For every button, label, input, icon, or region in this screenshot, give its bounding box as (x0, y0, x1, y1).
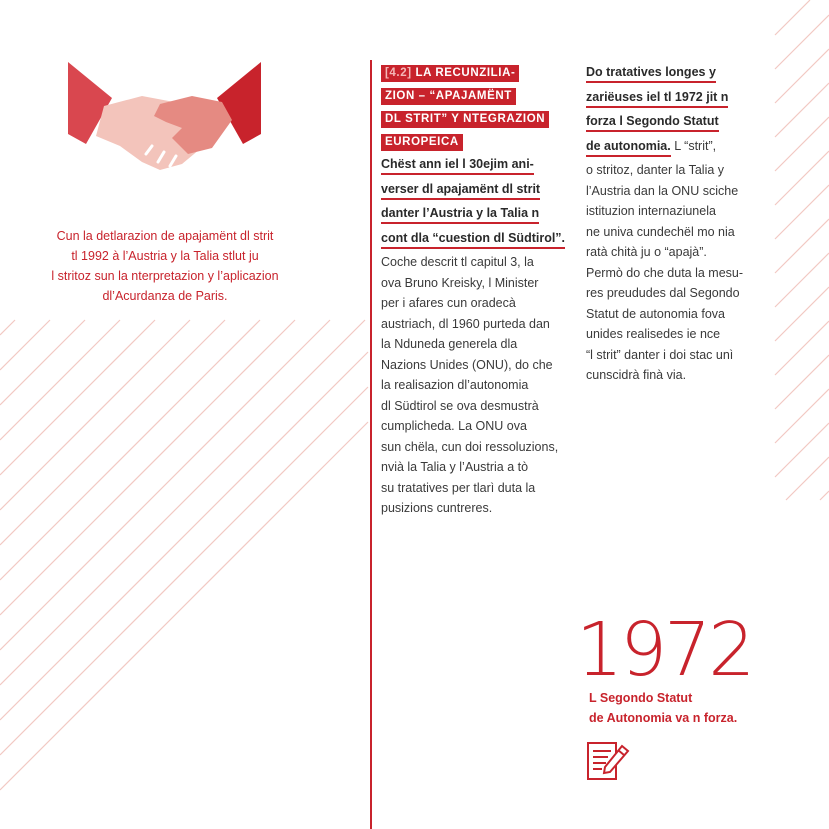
stripe-line (786, 457, 829, 500)
year-caption-line: L Segondo Statut (589, 691, 693, 705)
section-number: [4.2] (385, 67, 412, 79)
body-line: ne univa cundechël mo nia (586, 224, 735, 239)
stripe-line (775, 49, 829, 103)
body-line: la realisazion dl’autonomia (381, 378, 529, 392)
caption-line: dl’Acurdanza de Paris. (102, 289, 228, 303)
handshake-caption (20, 226, 310, 306)
section-heading-line: DL STRIT” Y NTEGRAZION (381, 111, 549, 128)
stripe-line (775, 83, 829, 137)
body-line: sun chëla, cun doi ressoluzions, (381, 439, 559, 454)
lead-line: verser dl apajamënt dl strit (381, 181, 540, 200)
stripe-line (775, 0, 810, 35)
handshake-icon (62, 58, 267, 178)
stripe-line (0, 320, 190, 510)
body-line: “l strit” danter i doi stac unì (586, 347, 734, 362)
body-line: ratà chità ju o “apajà”. (586, 245, 707, 259)
body-line: res preududes dal Segondo (586, 286, 740, 300)
stripe-line (0, 387, 368, 755)
section-heading-line: EUROPEICA (381, 134, 463, 151)
lead-line: Do tratatives longes y (586, 64, 716, 83)
body-line: ova Bruno Kreisky, l Minister (381, 275, 539, 290)
stripe-line (0, 422, 368, 790)
section-column (381, 62, 581, 519)
stripe-line (775, 185, 829, 239)
stripe-line (775, 423, 829, 477)
document-pen-icon (586, 740, 630, 782)
year-highlight: 1972 (576, 607, 753, 693)
body-line: unides realisedes ie nce (586, 327, 721, 341)
stripe-line (775, 287, 829, 341)
body-text: L “strit”, (670, 138, 717, 153)
body-line: nvià la Talia y l’Austria a tò (381, 460, 529, 474)
column-divider (370, 60, 372, 829)
caption-line: tl 1992 à l’Austria y la Talia stlut ju (71, 249, 259, 263)
body-line: dl Südtirol se ova desmustrà (381, 398, 539, 413)
body-line: istituzion internaziunela (586, 204, 716, 218)
body-line: la Nduneda generela dla (381, 337, 518, 351)
stripe-line (0, 320, 365, 685)
stripe-line (775, 151, 829, 205)
lead-line: zariëuses iel tl 1972 jit n (586, 89, 728, 108)
stripe-line (0, 320, 120, 440)
body-line: Permò do che duta la mesu- (586, 265, 744, 280)
second-column (586, 62, 776, 386)
body-line: Nazions Unides (ONU), do che (381, 357, 553, 372)
stripe-line (775, 253, 829, 307)
stripe-line (820, 491, 829, 500)
body-line: pusizions cuntreres. (381, 501, 493, 515)
stripe-line (0, 320, 85, 405)
stripe-line (775, 15, 829, 69)
body-line: Coche descrit tl capitul 3, la (381, 255, 534, 269)
stripe-line (0, 320, 295, 615)
caption-line: Cun la detlarazion de apajamënt dl strit (56, 229, 274, 243)
body-line: austriach, dl 1960 purteda dan (381, 316, 550, 331)
year-caption-line: de Autonomia va n forza. (589, 711, 738, 725)
stripe-line (0, 320, 225, 545)
body-line: per i afares cun oradecà (381, 296, 516, 310)
stripe-line (775, 117, 829, 171)
stripe-line (0, 352, 368, 720)
stripe-line (0, 320, 260, 580)
lead-line: cont dla “cuestion dl Südtirol”. (381, 230, 565, 249)
body-line: cunscidrà finà via. (586, 368, 687, 382)
body-line: o stritoz, danter la Talia y (586, 163, 725, 177)
lead-line: danter l’Austria y la Talia n (381, 205, 539, 224)
caption-line: l stritoz sun la nterpretazion y l’aplicazion (51, 269, 279, 283)
section-heading-line: ZION – “APAJAMËNT (381, 88, 516, 105)
lead-line: Chëst ann iel l 30ejim ani- (381, 156, 534, 175)
section-heading (381, 65, 519, 82)
body-line: l’Austria dan la ONU sciche (586, 183, 739, 198)
lead-line: forza l Segondo Statut (586, 113, 719, 132)
stripe-line (0, 320, 330, 650)
stripe-line (775, 355, 829, 409)
stripe-line (0, 320, 15, 335)
stripe-line (0, 320, 155, 475)
body-line: Statut de autonomia fova (586, 306, 725, 321)
body-line: cumplicheda. La ONU ova (381, 419, 527, 433)
stripe-line (775, 321, 829, 375)
stripe-line (775, 389, 829, 443)
lead-line: de autonomia. (586, 138, 671, 157)
section-heading-line: LA RECUNZILIA- (415, 67, 516, 79)
body-line: su tratatives per tlarì duta la (381, 480, 536, 495)
year-caption (589, 688, 737, 728)
stripe-line (775, 219, 829, 273)
